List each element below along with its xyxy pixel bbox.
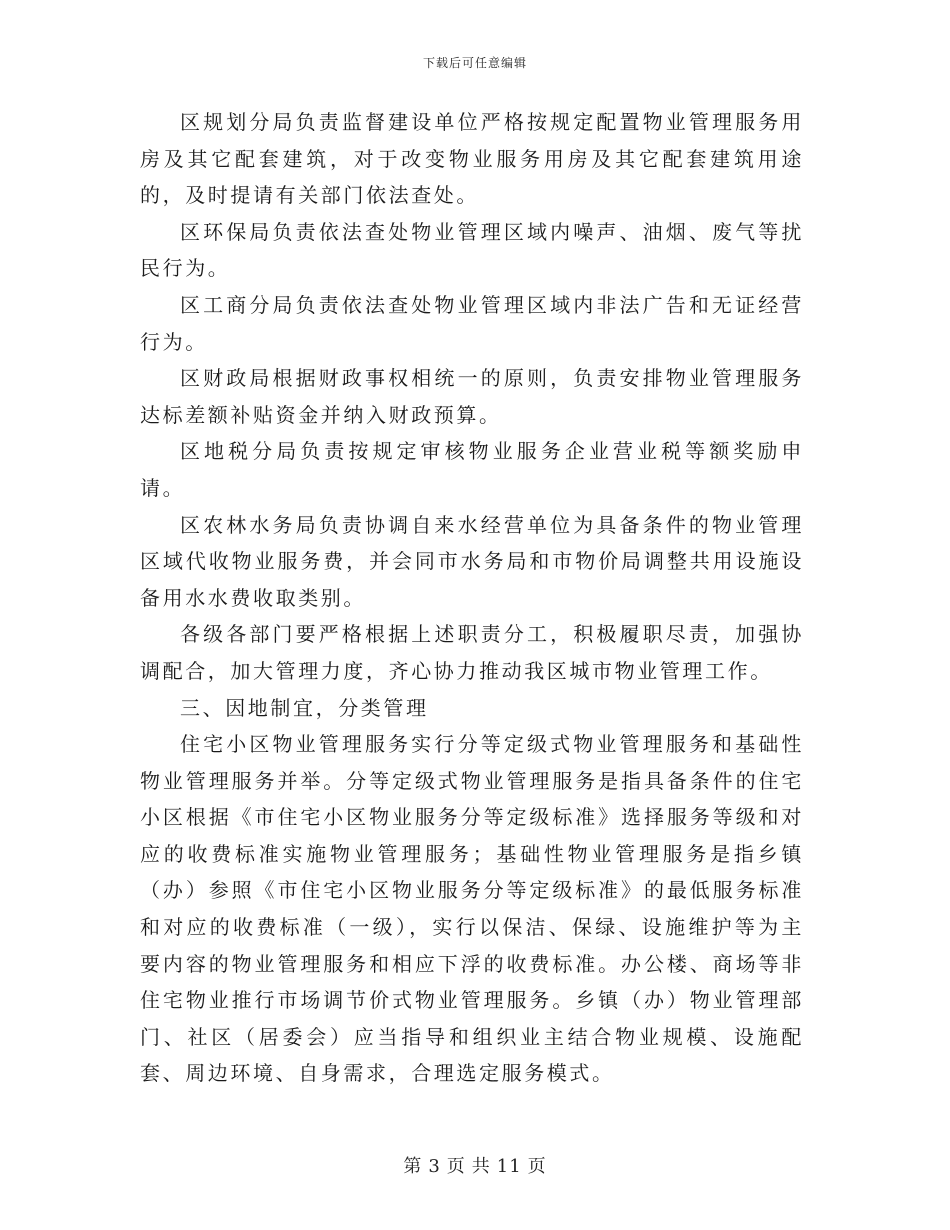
section-heading: 三、因地制宜，分类管理	[180, 695, 429, 720]
footer-suffix: 页	[527, 1156, 547, 1177]
paragraph-environment-bureau: 区环保局负责依法查处物业管理区域内噪声、油烟、废气等扰民行为。	[140, 219, 804, 281]
footer-total-word: 共	[471, 1156, 491, 1177]
page-header: 下载后可任意编辑	[422, 56, 527, 70]
current-page-number: 3	[428, 1156, 441, 1177]
page-footer	[0, 1152, 950, 1178]
footer-prefix: 第	[403, 1156, 423, 1177]
document-body	[140, 104, 804, 1092]
footer-page-word: 页	[446, 1156, 466, 1177]
paragraph-planning-bureau: 区规划分局负责监督建设单位严格按规定配置物业管理服务用房及其它配套建筑，对于改变物业服务用房及其它配套建筑用途的，及时提请有关部门依法查处。	[140, 110, 804, 208]
paragraph-finance-bureau: 区财政局根据财政事权相统一的原则，负责安排物业管理服务达标差额补贴资金并纳入财政预算。	[140, 366, 804, 427]
paragraph-commerce-bureau: 区工商分局负责依法查处物业管理区域内非法广告和无证经营行为。	[140, 292, 804, 354]
paragraph-residential-management: 住宅小区物业管理服务实行分等定级式物业管理服务和基础性物业管理服务并举。分等定级式物业管理服务是指具备条件的住宅小区根据《市住宅小区物业服务分等定级标准》选择服务等级和对应的收费标准实施物业管理服务；基础性物业管理服务是指乡镇（办）参照《市住宅小区物业服务分等定级标准》的最低服务标准和对应的收费标准（一级），实行以保洁、保绿、设施维护等为主要内容的物业管理服务和相应下浮的收费标准。办公楼、商场等非住宅物业推行市场调节价式物业管理服务。乡镇（办）物业管理部门、社区（居委会）应当指导和组织业主结合物业规模、设施配套、周边环境、自身需求，合理选定服务模式。	[140, 732, 804, 1086]
paragraph-all-departments: 各级各部门要严格根据上述职责分工，积极履职尽责，加强协调配合，加大管理力度，齐心协力推动我区城市物业管理工作。	[140, 622, 804, 683]
total-pages-number: 11	[496, 1156, 522, 1177]
paragraph-tax-bureau: 区地税分局负责按规定审核物业服务企业营业税等额奖励申请。	[140, 439, 804, 500]
paragraph-water-bureau: 区农林水务局负责协调自来水经营单位为具备条件的物业管理区域代收物业服务费，并会同市水务局和市物价局调整共用设施设备用水水费收取类别。	[140, 512, 804, 610]
